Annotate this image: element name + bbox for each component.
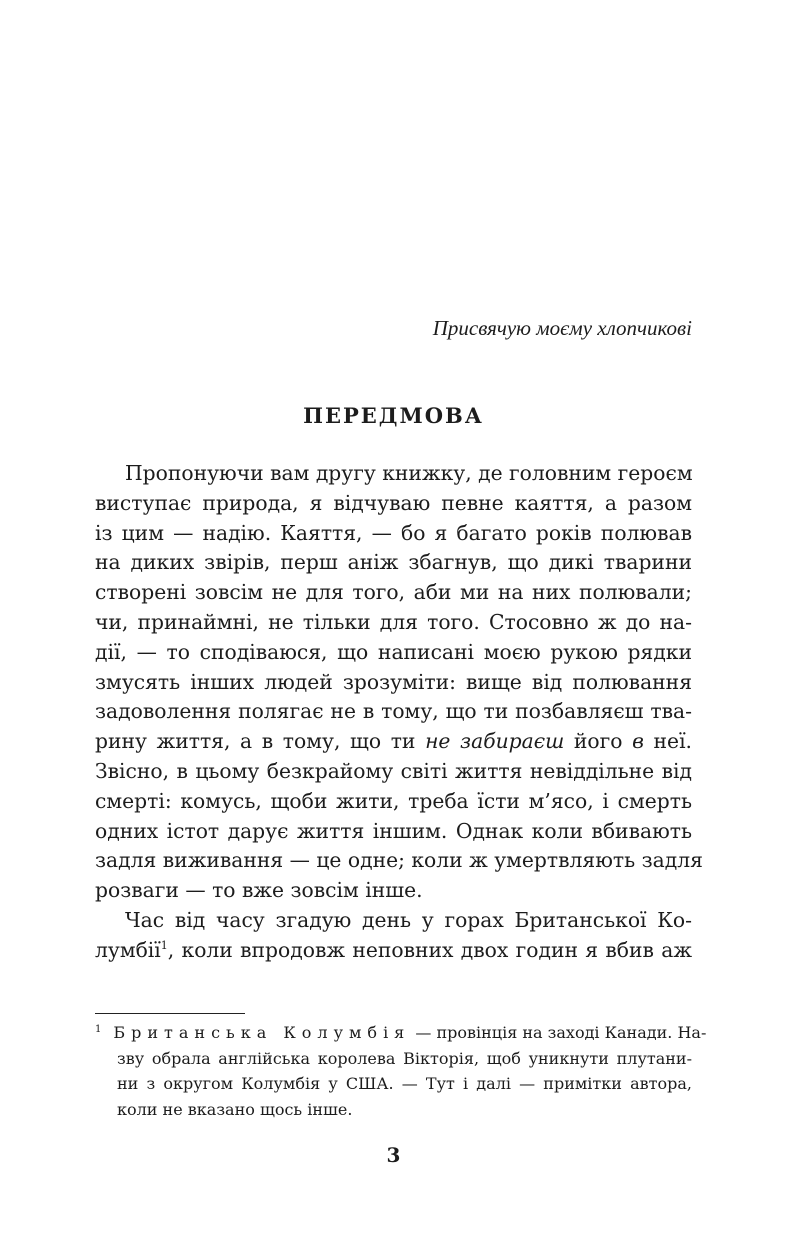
text-line-with-footnote [95,936,692,966]
footnote-text: — провінція на заході Канади. На- [410,1023,707,1042]
text-line-with-italics [95,727,692,757]
footnote-term: Британська Колумбія [113,1023,411,1042]
text-segment: неї. [643,729,692,754]
chapter-heading: ПЕРЕДМОВА [303,403,484,428]
text-line: чи, принаймні, не тільки для того. Стосовно ж до на- [95,609,692,634]
text-line: Час від часу згадую день у горах Британської Ко- [125,907,692,932]
text-segment: , коли впродовж неповних двох годин я вбив аж [167,937,692,962]
footnotes [95,1020,707,1122]
text-segment: лумбії [95,937,161,962]
text-segment: його [564,729,633,754]
footnote-line: зву обрала англійська королева Вікторія, щоб уникнути плутани- [117,1048,692,1068]
text-line: смерті: комусь, щоби жити, треба їсти м’ясо, і смерть [95,788,692,813]
text-line: Пропонуючи вам другу книжку, де головним героєм [125,461,693,485]
footnote-line [95,1020,707,1046]
footnote-reference[interactable]: 1 [160,938,168,952]
text-line: створені зовсім не для того, аби ми на них полювали; [95,580,692,605]
footnote-mark: 1 [95,1023,102,1035]
footnote-divider [95,1013,245,1014]
page-number: 3 [386,1143,401,1167]
text-line: дії, — то сподіваюся, що написані моєю рукою рядки [95,639,692,664]
text-line: виступає природа, я відчуваю певне каяття, а разом [95,490,692,515]
text-line: одних істот дарує життя іншим. Однак коли вбивають [95,818,692,843]
footnote-line: ни з округом Колумбія у США. — Тут і далі — примітки автора, [117,1074,692,1093]
text-line: на диких звірів, перш аніж збагнув, що дикі тварини [95,550,692,575]
italic-segment: в [632,729,644,754]
text-line: розваги — то вже зовсім інше. [95,878,423,903]
footnote-line: коли не вказано щось інше. [117,1099,353,1119]
body-text [95,459,703,966]
text-segment: рину життя, а в тому, що ти [95,729,426,754]
italic-segment: не забираєш [425,729,565,754]
dedication: Присвячую моєму хлопчикові [432,316,692,340]
text-line: задля виживання — це одне; коли ж умертвляють задля [95,848,703,873]
text-line: із цим — надію. Каяття, — бо я багато років полював [95,520,692,545]
text-line: Звісно, в цьому безкрайому світі життя невіддільне від [95,758,692,783]
text-line: змусять інших людей зрозуміти: вище від полювання [95,669,692,694]
text-line: задоволення полягає не в тому, що ти позбавляєш тва- [95,699,692,724]
